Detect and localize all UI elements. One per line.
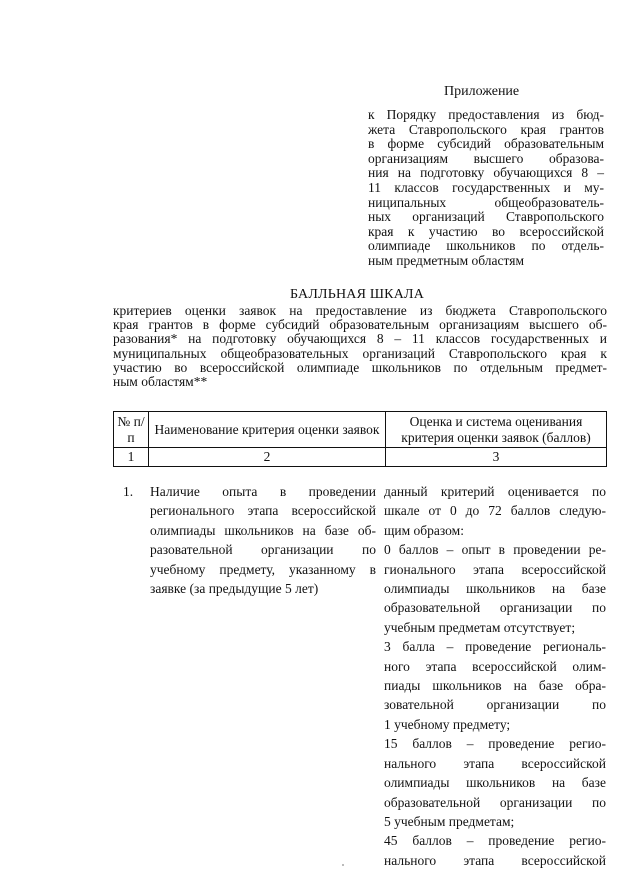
scale-title: БАЛЛЬНАЯ ШКАЛА <box>290 287 425 302</box>
scoring-line: образовательной организации по <box>384 600 606 616</box>
appendix-line: ных организаций Ставропольского <box>368 209 604 225</box>
scan-speck <box>342 864 344 866</box>
appendix-reference <box>368 108 604 269</box>
scale-line: муниципальных общеобразовательных организаций Ставропольского края к <box>113 345 607 361</box>
scoring-line: ного этапа всероссийской олим- <box>384 658 606 674</box>
criterion-line: заявке (за предыдущие 5 лет) <box>150 581 319 597</box>
scoring-line: 3 балла – проведение региональ- <box>384 639 606 655</box>
appendix-title: Приложение <box>444 84 520 99</box>
scoring-line: нального этапа всероссийской <box>384 852 606 868</box>
appendix-line: к Порядку предоставления из бюд- <box>368 107 604 122</box>
appendix-line: организациям высшего образова- <box>368 150 604 166</box>
criterion-line: олимпиады школьников на базе об- <box>150 522 376 538</box>
scale-line: участию во всероссийской олимпиаде школьников по отдельным предмет- <box>113 359 607 375</box>
appendix-line: ния на подготовку обучающихся 8 – <box>368 165 604 181</box>
scoring-line: образовательной организации по <box>384 794 606 810</box>
appendix-line: края к участию во всероссийской <box>368 223 604 239</box>
criteria-table-header <box>113 411 607 467</box>
item-criterion <box>150 482 376 598</box>
column-number-2: 2 <box>149 448 386 467</box>
scoring-line: пиады школьников на базе обра- <box>384 678 606 694</box>
scoring-line: гионального этапа всероссийской <box>384 561 606 577</box>
scoring-line: зовательной организации по <box>384 697 606 713</box>
scoring-line: 45 баллов – проведение регио- <box>384 833 606 849</box>
scale-line: ным областям** <box>113 374 208 390</box>
appendix-line: олимпиаде школьников по отдель- <box>368 238 604 254</box>
scoring-line: данный критерий оценивается по <box>384 484 606 499</box>
scoring-line: щим образом: <box>384 522 464 538</box>
scoring-line: учебным предметам отсутствует; <box>384 619 576 635</box>
criterion-line: Наличие опыта в проведении <box>150 484 376 499</box>
scoring-line: 15 баллов – проведение регио- <box>384 736 606 752</box>
header-scoring: Оценка и система оценивания критерия оценки заявок (баллов) <box>386 412 607 448</box>
scoring-line: олимпиады школьников на базе <box>384 581 606 597</box>
scoring-line: нального этапа всероссийской <box>384 755 606 771</box>
appendix-line: в форме субсидий образовательным <box>368 136 604 152</box>
scoring-line: олимпиады школьников на базе <box>384 775 606 791</box>
scoring-line: 1 учебному предмету; <box>384 716 511 732</box>
criterion-line: разовательной организации по <box>150 542 376 558</box>
item-scoring <box>384 482 606 870</box>
header-number: № п/п <box>114 412 149 448</box>
criterion-line: учебному предмету, указанному в <box>150 561 376 577</box>
appendix-line: ниципальных общеобразователь- <box>368 194 604 210</box>
scale-line: критериев оценки заявок на предоставление из бюджета Ставропольского <box>113 303 607 318</box>
criterion-line: регионального этапа всероссийской <box>150 503 376 519</box>
appendix-line: жета Ставропольского края грантов <box>368 121 604 137</box>
scoring-line: шкале от 0 до 72 баллов следую- <box>384 503 606 519</box>
appendix-line: ным предметным областям <box>368 252 524 268</box>
scale-line: разования* на подготовку обучающихся 8 – 11 классов государственных и <box>113 331 607 347</box>
scoring-line: 0 баллов – опыт в проведении ре- <box>384 542 606 558</box>
column-number-1: 1 <box>114 448 149 467</box>
appendix-line: 11 классов государственных и му- <box>368 179 604 195</box>
scale-description <box>113 304 607 389</box>
column-number-3: 3 <box>386 448 607 467</box>
scale-line: края грантов в форме субсидий образовательным организациям высшего об- <box>113 317 607 333</box>
header-criterion: Наименование критерия оценки заявок <box>149 412 386 448</box>
scoring-line: 5 учебным предметам; <box>384 813 515 829</box>
item-number: 1. <box>123 484 134 499</box>
